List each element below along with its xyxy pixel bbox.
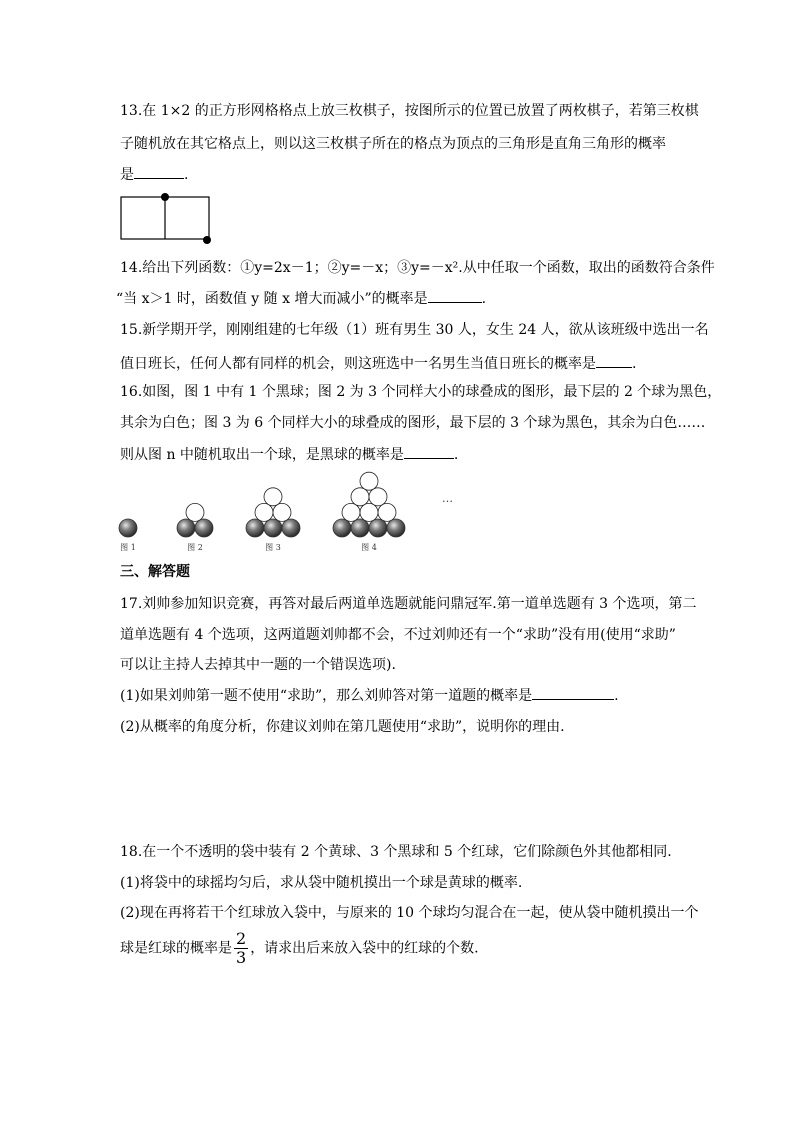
q15-line2-pre: 值日班长，任何人都有同样的机会，则这班选中一名男生当值日班长的概率是 [120, 356, 596, 372]
white-ball [360, 472, 378, 490]
q18-part2-post: ，请求出后来放入袋中的红球的个数. [250, 940, 479, 957]
ball-figures [110, 462, 470, 558]
black-ball [264, 519, 282, 537]
grid-figure [114, 188, 216, 246]
black-ball [351, 519, 369, 537]
black-ball [333, 519, 351, 537]
white-ball [273, 503, 291, 521]
q18-line1: 18.在一个不透明的袋中装有 2 个黄球、3 个黑球和 5 个红球，它们除颜色外其他都相同. [120, 844, 672, 860]
q18-part2-pre: 球是红球的概率是 [120, 940, 232, 957]
white-ball [255, 503, 273, 521]
q13-line2: 子随机放在其它格点上，则以这三枚棋子所在的格点为顶点的三角形是直角三角形的概率 [120, 136, 666, 152]
q18-part2-line2 [120, 930, 479, 967]
q14-line2-post: . [481, 291, 487, 307]
fig-label-3: 图 3 [265, 543, 281, 552]
black-ball [369, 519, 387, 537]
q17-line1: 17.刘帅参加知识竞赛，再答对最后两道单选题就能问鼎冠军.第一道单选题有 3 个选项，第二 [120, 596, 697, 612]
white-ball [186, 503, 204, 521]
white-ball [351, 488, 369, 506]
q15-line1: 15.新学期开学，刚刚组建的七年级（1）班有男生 30 人，女生 24 人，欲从该班级中选出一名 [120, 322, 709, 338]
fraction-denominator: 3 [236, 948, 247, 967]
fig-label-4: 图 4 [361, 543, 377, 552]
fig-ellipsis: … [442, 492, 453, 505]
q16-line3-pre: 则从图 n 中随机取出一个球，是黑球的概率是 [120, 447, 404, 463]
answer-blank [134, 165, 184, 179]
q13-line1: 13.在 1×2 的正方形网格格点上放三枚棋子，按图所示的位置已放置了两枚棋子，若第三枚棋 [120, 103, 699, 119]
q17-part1-pre: (1)如果刘帅第一题不使用“求助”，那么刘帅答对第一道题的概率是 [120, 688, 533, 704]
q15-line2-post: . [632, 356, 637, 372]
q17-line3: 可以让主持人去掉其中一题的一个错误选项). [120, 657, 396, 673]
chess-piece-bottom-right [203, 236, 211, 244]
q13-line3-pre: 是 [120, 167, 134, 183]
fig-label-1: 图 1 [120, 543, 136, 552]
black-ball [282, 519, 300, 537]
q17-part2: (2)从概率的角度分析，你建议刘帅在第几题使用“求助”，说明你的理由. [120, 719, 565, 735]
q18-part1: (1)将袋中的球摇均匀后，求从袋中随机摸出一个球是黄球的概率. [120, 875, 523, 891]
section-title: 三、解答题 [120, 564, 190, 580]
white-ball [342, 503, 360, 521]
q16-line3-post: . [453, 447, 459, 463]
black-ball [387, 519, 405, 537]
white-ball [369, 488, 387, 506]
fraction-numerator: 2 [236, 929, 247, 948]
white-ball [378, 503, 396, 521]
q13-line3 [120, 165, 188, 184]
q15-line2 [120, 354, 636, 373]
q17-line2: 道单选题有 4 个选项，这两道题刘帅都不会，不过刘帅还有一个“求助”没有用(使用“求助” [120, 627, 676, 643]
answer-blank [532, 686, 614, 700]
white-ball [264, 488, 282, 506]
q17-part1-post: . [614, 688, 619, 704]
black-ball [177, 519, 195, 537]
white-ball [360, 503, 378, 521]
q14-line2 [116, 289, 486, 308]
answer-blank [428, 289, 482, 303]
chess-piece-top [161, 193, 169, 201]
answer-blank [404, 445, 454, 459]
q14-line2-pre: “当 x＞1 时，函数值 y 随 x 增大而减小”的概率是 [116, 291, 428, 307]
q16-line1: 16.如图，图 1 中有 1 个黑球；图 2 为 3 个同样大小的球叠成的图形，最下层的 2 个球为黑色， [120, 384, 722, 400]
black-ball [246, 519, 264, 537]
q14-line1: 14.给出下列函数：①y=2x－1；②y=－x；③y=－x².从中任取一个函数，取出的函数符合条件 [120, 260, 715, 276]
q13-line3-post: . [184, 167, 189, 183]
black-ball [195, 519, 213, 537]
answer-blank [596, 354, 632, 368]
q18-part2-line1: (2)现在再将若干个红球放入袋中，与原来的 10 个球均匀混合在一起，使从袋中随机摸出一个 [120, 905, 699, 921]
q16-line2: 其余为白色；图 3 为 6 个同样大小的球叠成的图形，最下层的 3 个球为黑色，其余为白色…… [120, 415, 706, 431]
fraction [234, 930, 248, 967]
black-ball [119, 519, 137, 537]
q17-part1 [120, 686, 619, 705]
fig-label-2: 图 2 [187, 543, 203, 552]
